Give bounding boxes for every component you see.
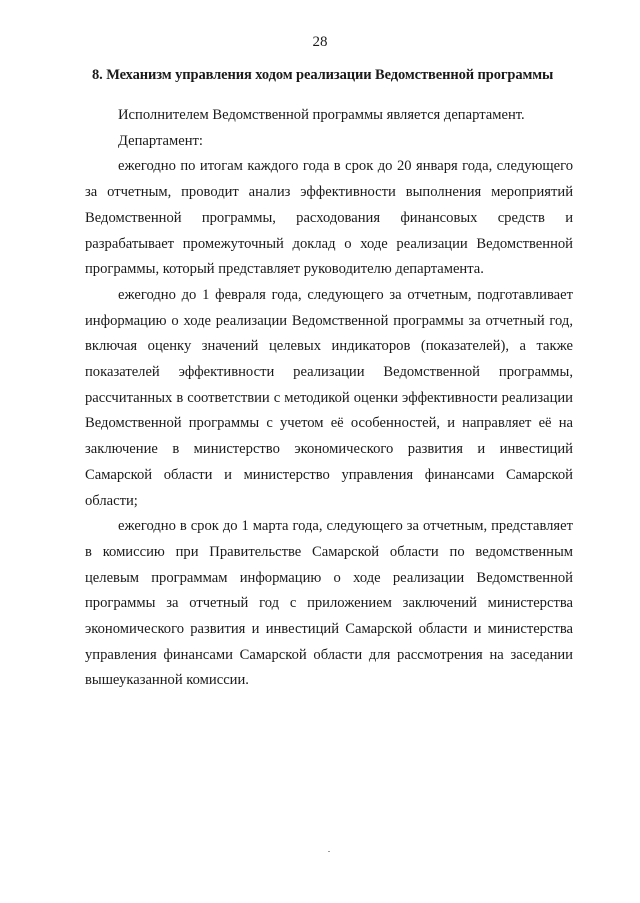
scan-artifact bbox=[328, 851, 330, 852]
document-body bbox=[85, 103, 573, 694]
paragraph-annual-analysis: ежегодно по итогам каждого года в срок до 20 января года, следующего за отчетным, проводит анализ эффективности выполнения мероприятий Ведомственной программы, расходования финансовых средств и разрабатывает промежуточный доклад о ходе реализации Ведомственной программы, который представляет руководителю департамента. bbox=[85, 158, 573, 278]
paragraph-executor: Исполнителем Ведомственной программы является департамент. bbox=[118, 107, 525, 123]
paragraph-march-commission: ежегодно в срок до 1 марта года, следующего за отчетным, представляет в комиссию при Правительстве Самарской области по ведомственным целевым программам информацию о ходе реализации Ведомственной программы за отчетный год с приложением заключений министерства экономического развития и инвестиций Самарской области и министерства управления финансами Самарской области для рассмотрения на заседании вышеуказанной комиссии. bbox=[85, 518, 573, 689]
page-number: 28 bbox=[312, 34, 328, 50]
paragraph-department-label: Департамент: bbox=[118, 132, 203, 149]
paragraph-february-report: ежегодно до 1 февраля года, следующего за отчетным, подготавливает информацию о ходе реализации Ведомственной программы за отчетный год, включая оценку значений целевых индикаторов (показателей), а также показателей эффективности реализации Ведомственной программы, рассчитанных в соответствии с методикой оценки эффективности реализации Ведомственной программы с учетом её особенностей, и направляет её на заключение в министерство экономического развития и инвестиций Самарской области и министерство управления финансами Самарской области; bbox=[85, 286, 573, 509]
section-heading: 8. Механизм управления ходом реализации Ведомственной программы bbox=[92, 67, 554, 83]
